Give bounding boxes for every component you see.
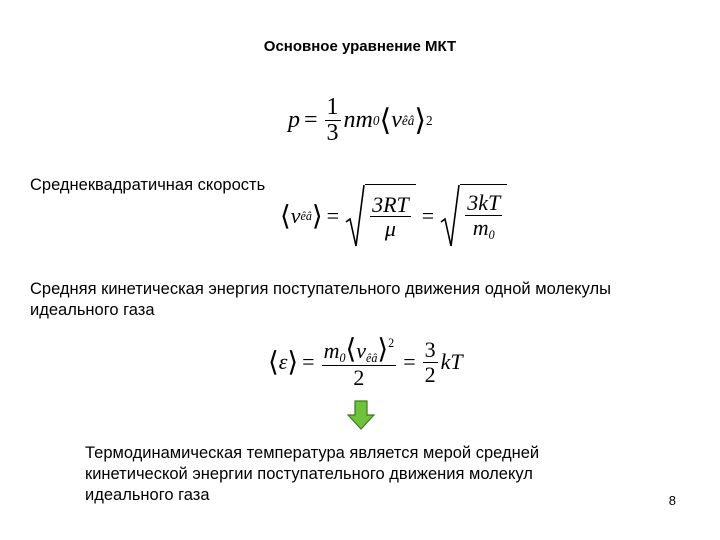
equals-sign: = <box>403 349 416 374</box>
left-angle-bracket: ⟨ <box>280 200 291 231</box>
gas-constant-fraction <box>370 193 411 240</box>
kinetic-energy-label: Средняя кинетическая энергия поступательного движения одной молекулы идеального газа <box>30 280 611 319</box>
radical-sign-icon <box>345 184 365 248</box>
down-arrow-shape <box>347 400 375 430</box>
right-angle-bracket: ⟩ <box>287 346 299 377</box>
fraction-denominator: 2 <box>424 361 436 387</box>
fraction-denominator: 3 <box>326 120 339 147</box>
velocity-subscript: êâ <box>401 112 415 128</box>
energy-symbol: ε <box>278 349 288 374</box>
rms-speed-formula <box>280 184 509 248</box>
slide-title: Основное уравнение МКТ <box>263 38 457 55</box>
velocity-symbol: v <box>290 203 301 228</box>
mass-symbol: m <box>355 107 373 134</box>
power-exponent: 2 <box>426 112 433 128</box>
velocity-subscript: êâ <box>300 208 312 223</box>
mass-subscript: 0 <box>372 112 380 128</box>
fraction-denominator: 2 <box>353 364 365 390</box>
mass-symbol: m <box>472 214 489 240</box>
three-halves-fraction <box>423 338 438 385</box>
energy-fraction <box>322 335 397 389</box>
molar-mass-symbol: μ <box>384 216 396 241</box>
fraction-numerator: 1 <box>326 94 339 120</box>
radical-sign-icon <box>440 184 460 248</box>
concentration-symbol: n <box>343 107 356 134</box>
equals-sign: = <box>302 349 315 374</box>
boltzmann-temperature-term: kT <box>440 349 463 374</box>
power-exponent: 2 <box>388 336 395 351</box>
right-angle-bracket: ⟩ <box>377 333 389 364</box>
equals-sign: = <box>421 203 435 228</box>
equals-sign: = <box>326 203 340 228</box>
left-angle-bracket: ⟨ <box>345 333 357 364</box>
fraction-numerator: 3kT <box>467 190 501 216</box>
mass-subscript: 0 <box>488 227 495 242</box>
right-angle-bracket: ⟩ <box>311 200 323 231</box>
kinetic-energy-formula <box>268 335 463 389</box>
square-root-2 <box>440 184 507 248</box>
velocity-symbol: v <box>356 338 366 363</box>
boltzmann-fraction <box>465 191 502 241</box>
right-angle-bracket: ⟩ <box>414 104 427 138</box>
velocity-subscript: êâ <box>366 351 378 366</box>
down-arrow-icon <box>347 400 375 430</box>
fraction-numerator <box>322 335 397 366</box>
left-angle-bracket: ⟨ <box>268 346 279 377</box>
one-third-fraction <box>325 95 341 146</box>
mass-symbol: m <box>323 338 340 363</box>
equals-sign: = <box>304 107 318 134</box>
page-number: 8 <box>668 493 676 508</box>
velocity-symbol: v <box>391 107 402 134</box>
pressure-symbol: p <box>288 107 300 134</box>
fraction-numerator: 3 <box>424 337 436 363</box>
fraction-numerator: 3RT <box>372 191 409 217</box>
square-root-1 <box>345 184 416 248</box>
basic-mkt-equation <box>288 95 433 146</box>
rms-speed-label: Среднеквадратичная скорость <box>30 176 266 194</box>
conclusion-text: Термодинамическая температура является мерой средней кинетической энергии поступательного движения молекул идеального газа <box>85 444 540 504</box>
left-angle-bracket: ⟨ <box>379 104 392 138</box>
fraction-denominator <box>471 216 497 242</box>
mass-subscript: 0 <box>339 351 346 366</box>
